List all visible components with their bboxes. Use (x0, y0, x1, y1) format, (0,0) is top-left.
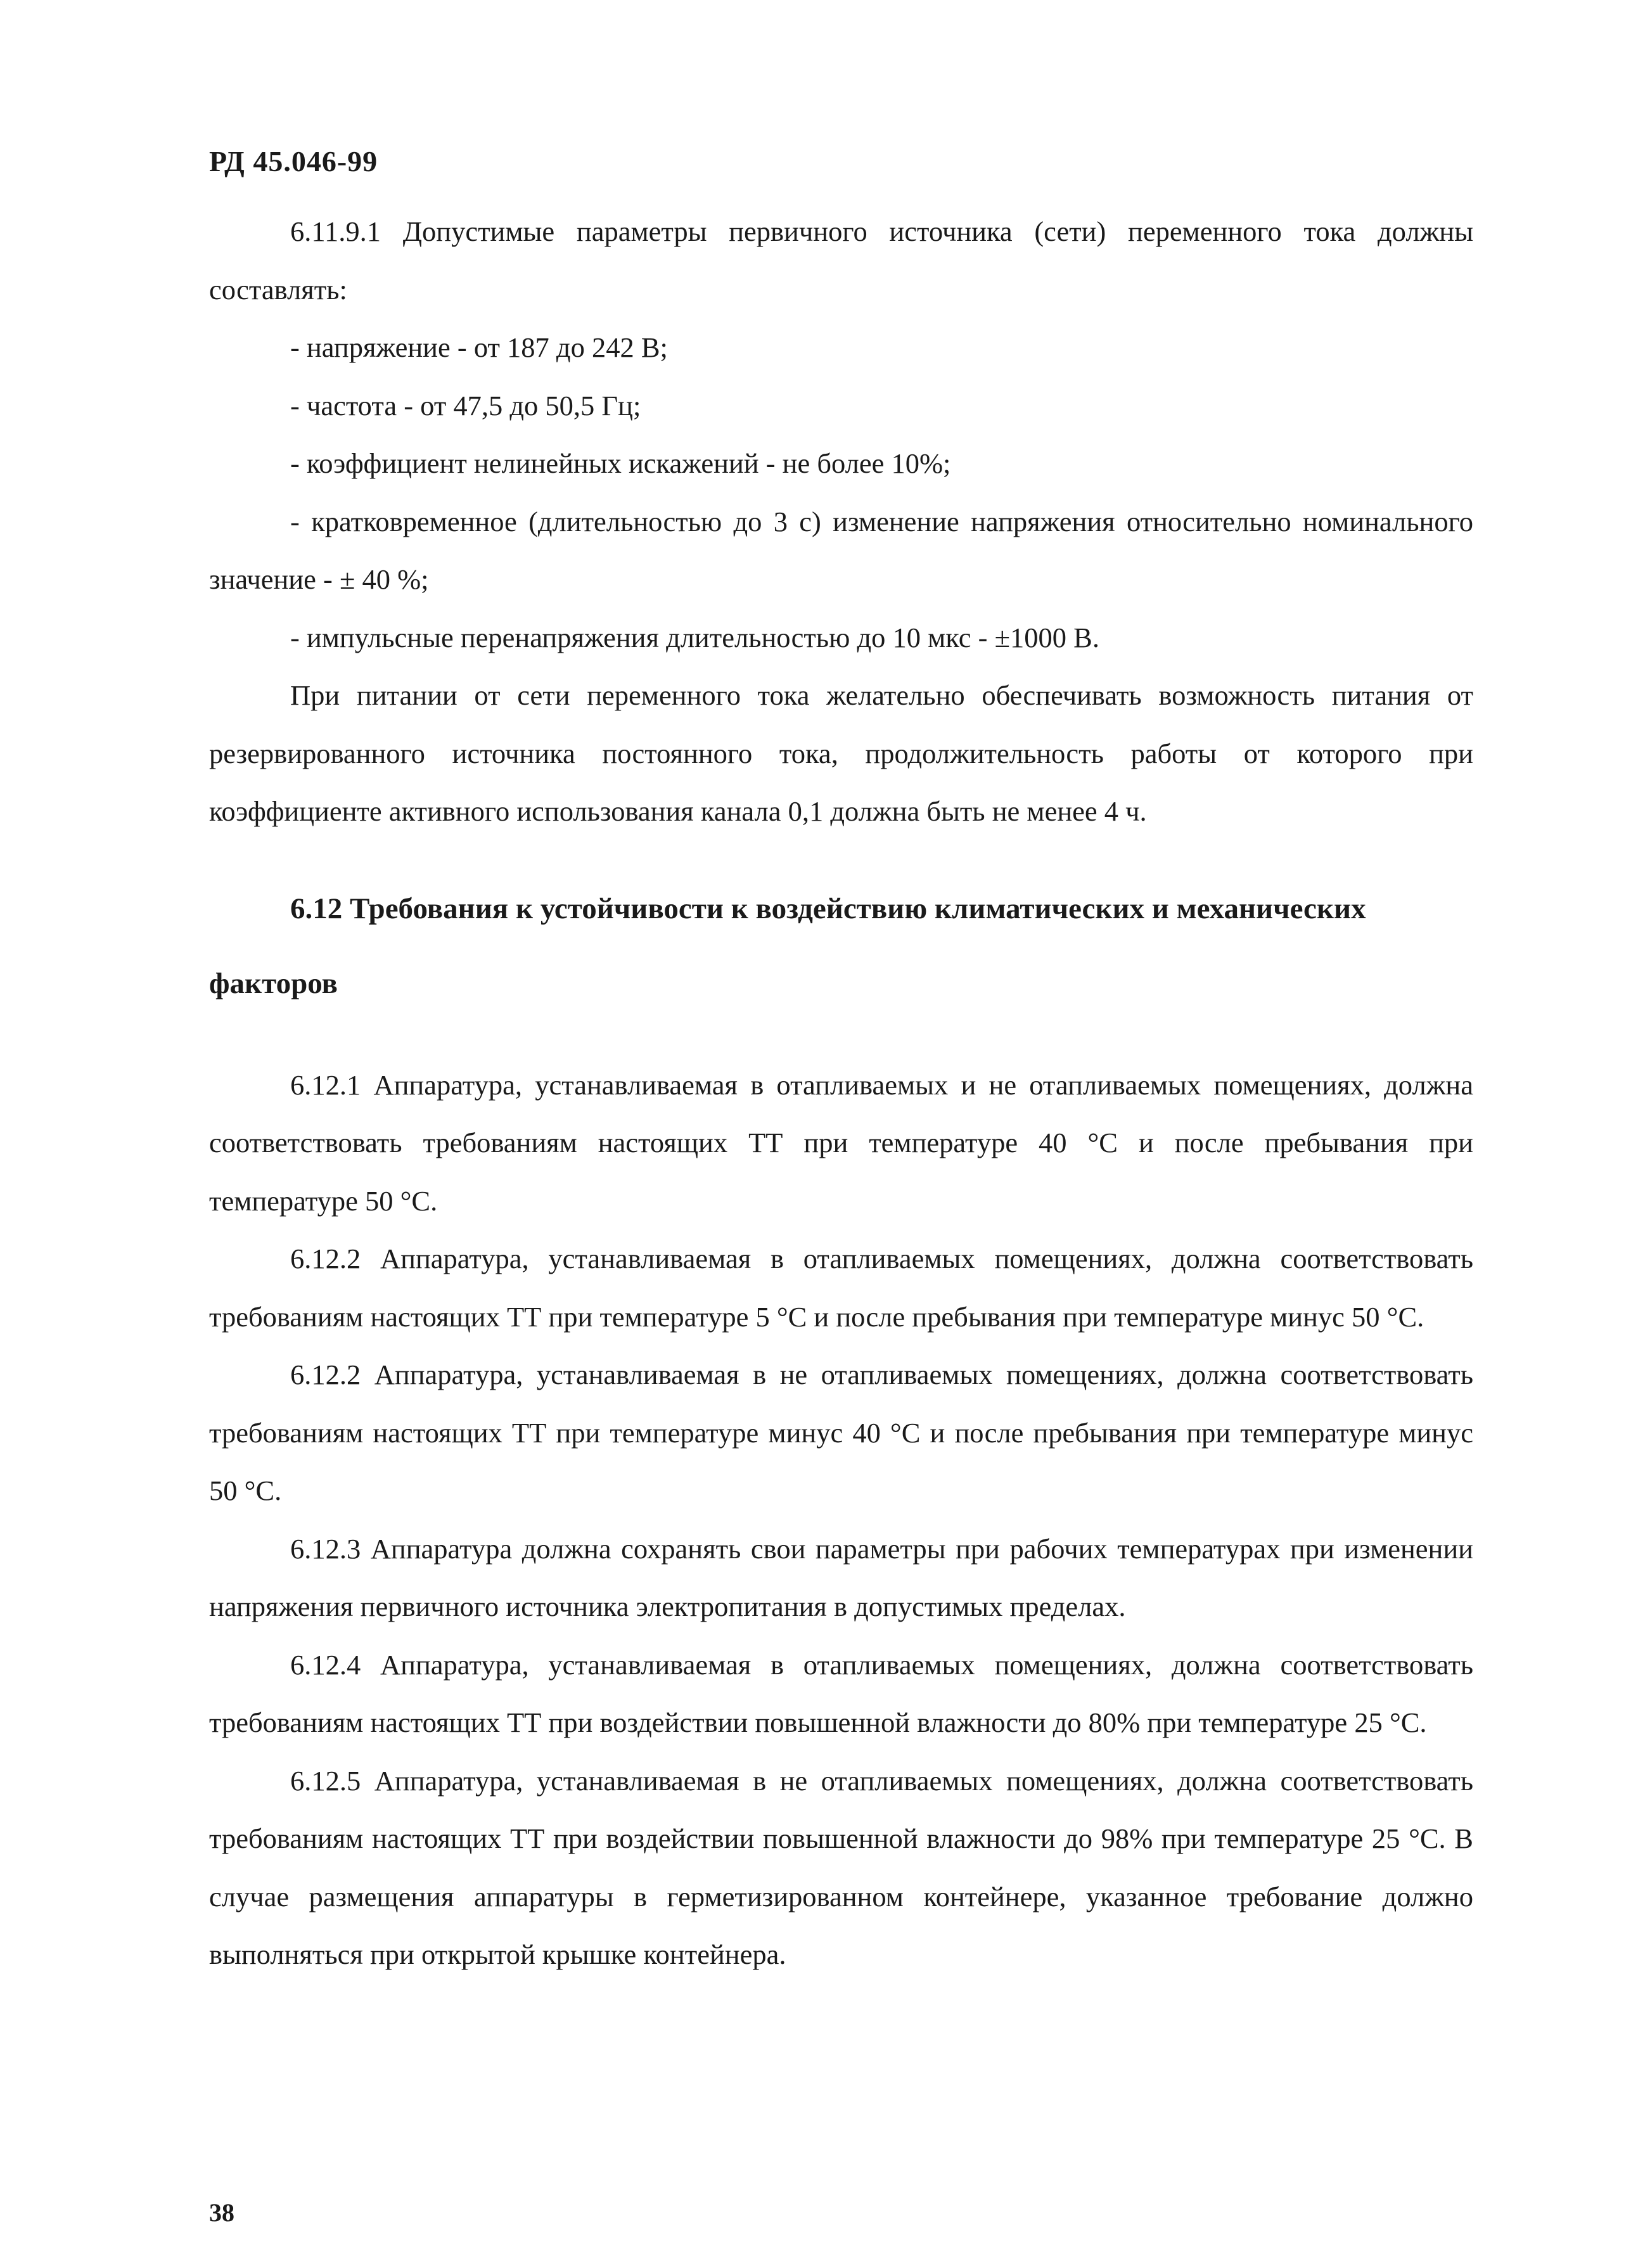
paragraph-6-12-3: 6.12.3 Аппаратура должна сохранять свои параметры при рабочих температурах при изменении напряжения первичного источника электропитания в допустимых пределах. (209, 1532, 1473, 1622)
paragraph-6-11-9-1-intro: 6.11.9.1 Допустимые параметры первичного источника (сети) переменного тока должны составлять: (209, 215, 1473, 305)
paragraph-6-12-1: 6.12.1 Аппаратура, устанавливаемая в отапливаемых и не отапливаемых помещениях, должна соответствовать требованиям настоящих ТТ при температуре 40 °С и после пребывания при температуре 50 °С. (209, 1068, 1473, 1217)
paragraph-6-12-4: 6.12.4 Аппаратура, устанавливаемая в отапливаемых помещениях, должна соответствовать требованиям настоящих ТТ при воздействии повышенной влажности до 80% при температуре 25 °С. (209, 1648, 1473, 1738)
document-code-header: РД 45.046-99 (209, 145, 378, 177)
list-item-distortion: - коэффициент нелинейных искажений - не более 10%; (290, 447, 951, 479)
page-number: 38 (209, 2198, 234, 2227)
paragraph-backup-power-note: При питании от сети переменного тока желательно обеспечивать возможность питания от резервированного источника постоянного тока, продолжительность работы от которого при коэффициенте активного использования канала 0,1 должна быть не менее 4 ч. (209, 679, 1473, 827)
section-6-12-title: 6.12 Требования к устойчивости к воздействию климатических и механических факторов (209, 892, 1366, 1000)
list-item-impulse-overvoltage: - импульсные перенапряжения длительностью до 10 мкс - ±1000 В. (290, 621, 1099, 653)
list-item-voltage: - напряжение - от 187 до 242 В; (290, 331, 668, 363)
paragraph-6-12-2-heated: 6.12.2 Аппаратура, устанавливаемая в отапливаемых помещениях, должна соответствовать требованиям настоящих ТТ при температуре 5 °С и после пребывания при температуре минус 50 °С. (209, 1243, 1473, 1333)
paragraph-6-12-5: 6.12.5 Аппаратура, устанавливаемая в не отапливаемых помещениях, должна соответствовать требованиям настоящих ТТ при воздействии повышенной влажности до 98% при температуре 25 °С. В случае размещения аппаратуры в герметизированном контейнере, указанное требование должно выполняться при открытой крышке контейнера. (209, 1764, 1473, 1970)
paragraph-6-12-2-unheated: 6.12.2 Аппаратура, устанавливаемая в не отапливаемых помещениях, должна соответствовать требованиям настоящих ТТ при температуре минус 40 °С и после пребывания при температуре минус 50 °С. (209, 1359, 1473, 1506)
list-item-frequency: - частота - от 47,5 до 50,5 Гц; (290, 389, 641, 421)
document-body (209, 203, 1473, 1984)
list-item-short-term-change: - кратковременное (длительностью до 3 с) изменение напряжения относительно номинального значение - ± 40 %; (209, 505, 1473, 595)
